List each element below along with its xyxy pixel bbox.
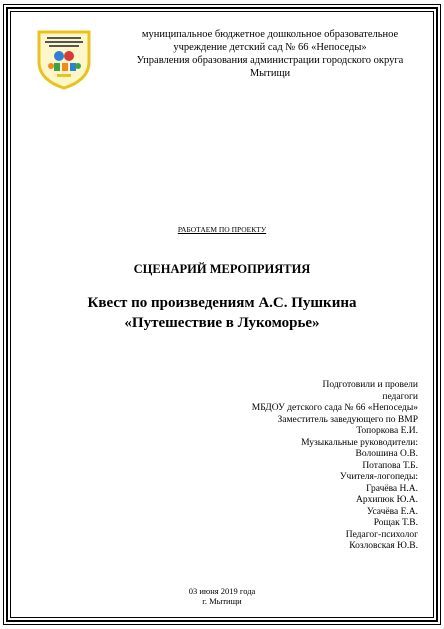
header-line-3: Управления образования администрации городского округа [136, 55, 404, 66]
author-line: Топоркова Е.И. [356, 426, 418, 436]
quest-title-line-1: Квест по произведениям А.С. Пушкина [87, 295, 357, 311]
quest-title [0, 293, 444, 333]
scenario-title: СЦЕНАРИЙ МЕРОПРИЯТИЯ [133, 262, 311, 276]
header-line-2: учреждение детский сад № 66 «Непоседы» [173, 42, 367, 53]
author-line: Подготовили и провели [322, 380, 418, 390]
author-line: Грачёва Н.А. [366, 483, 418, 494]
author-line: Музыкальные руководители: [301, 437, 418, 448]
author-line: Архипюк Ю.А. [356, 495, 418, 505]
author-line: Потапова Т.Б. [362, 460, 418, 471]
project-label: РАБОТАЕМ ПО ПРОЕКТУ [177, 225, 267, 234]
kindergarten-66-emblem-icon [33, 28, 95, 90]
author-line: Волошина О.В. [355, 449, 418, 459]
footer-city: г. Мытищи [202, 596, 242, 606]
author-line: МБДОУ детского сада № 66 «Непоседы» [251, 403, 418, 413]
author-line: Козловская Ю.В. [349, 541, 418, 551]
author-line: Рощак Т.В. [373, 518, 418, 528]
header-line-4: Мытищи [249, 68, 291, 79]
author-line: Заместитель заведующего по ВМР [277, 414, 418, 425]
author-line: педагоги [382, 391, 418, 402]
quest-title-line-2: «Путешествие в Лукоморье» [124, 315, 320, 331]
header-line-1: муниципальное бюджетное дошкольное образовательное [141, 29, 399, 40]
footer-date: 03 июня 2019 года [188, 586, 256, 596]
footer [0, 586, 444, 606]
author-line: Усачёва Е.А. [366, 506, 418, 517]
authors-block [252, 380, 418, 553]
author-line: Педагог-психолог [345, 529, 418, 540]
institution-header [120, 28, 420, 80]
author-line: Учителя-логопеды: [339, 472, 418, 482]
